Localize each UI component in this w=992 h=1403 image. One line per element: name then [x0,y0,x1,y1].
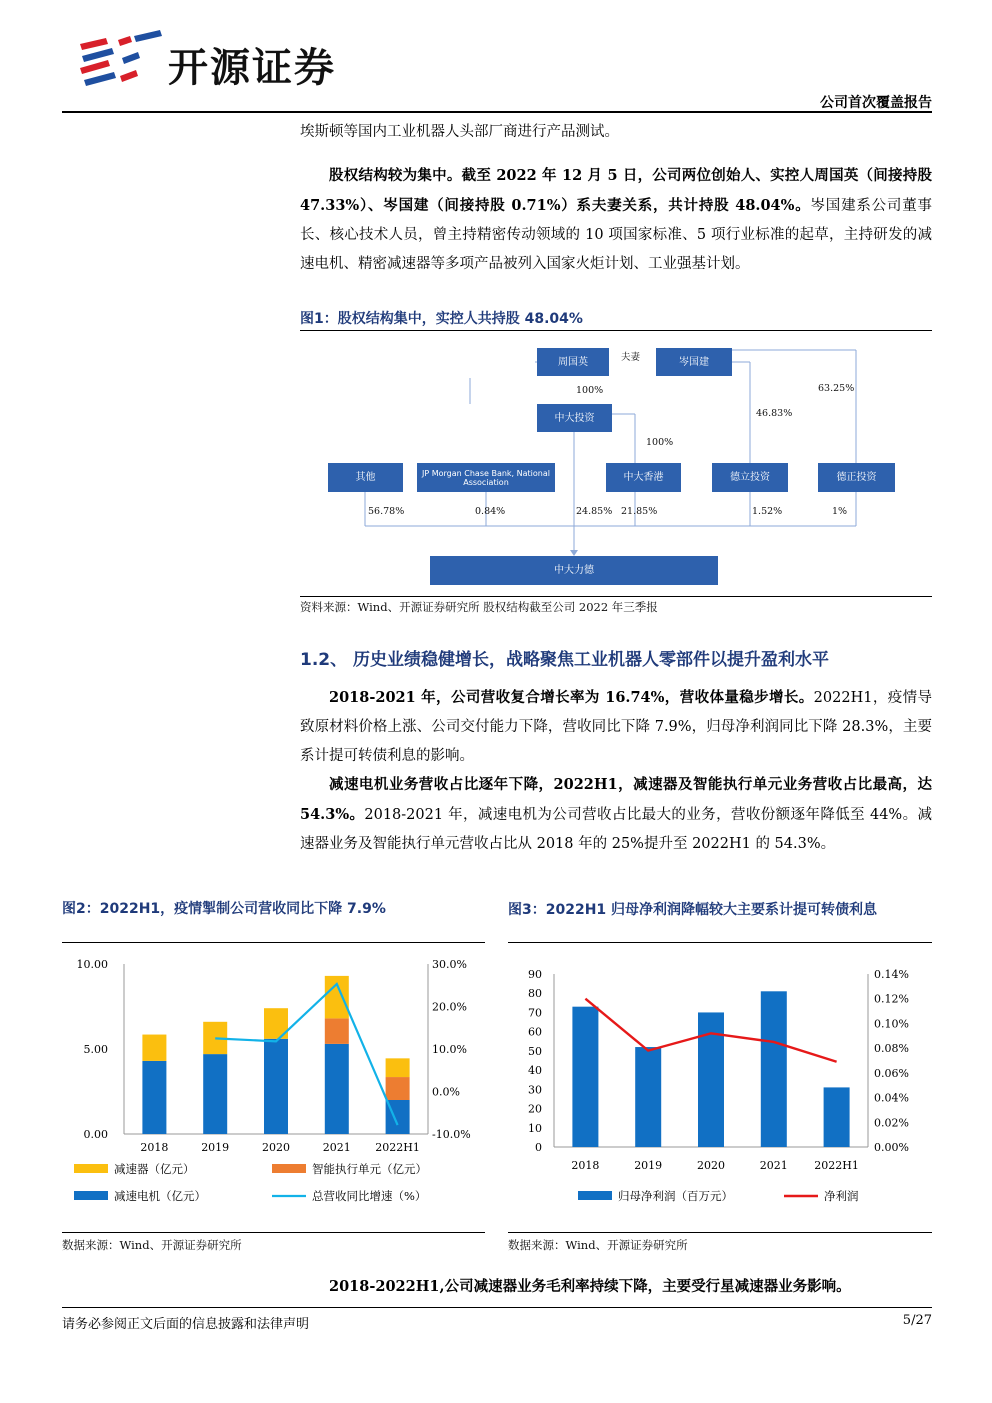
fig3-bar [824,1087,850,1147]
fig2-x-tick: 2022H1 [375,1141,420,1154]
fig2-x-tick: 2021 [322,1141,351,1154]
fig3-title: 图3：2022H1 归母净利润降幅较大主要系计提可转债利息 [508,902,878,918]
fig2-y-left-tick: 0.00 [83,1128,108,1141]
fig3-x-tick: 2021 [759,1159,788,1172]
fig2-legend [74,1162,427,1203]
fig2-legend-swatch [74,1164,108,1173]
fig2-y-left-tick: 10.00 [76,958,108,971]
footer-disclaimer: 请务必参阅正文后面的信息披露和法律声明 [62,1317,310,1332]
fig3-y-left-tick: 0 [535,1141,542,1154]
node-dezheng: 德正投资 [818,463,895,492]
page-number: 5/27 [902,1313,932,1328]
node-cen: 岑国建 [656,348,732,376]
fig3-bar [761,991,787,1147]
fig3-y-right-tick: 0.14% [874,968,909,981]
fig3-y-right-tick: 0.08% [874,1042,909,1056]
revenue-lead: 2018-2021 年，公司营收复合增长率为 16.74%，营收体量稳步增长。 [329,689,814,706]
section-title: 1.2、 历史业绩稳健增长，战略聚焦工业机器人零部件以提升盈利水平 [300,650,830,670]
node-deli: 德立投资 [712,463,788,492]
fig3-y-right-tick: 0.06% [874,1066,909,1080]
report-type: 公司首次覆盖报告 [820,95,932,111]
paragraph-business-mix [300,770,932,859]
fig3-x-tick: 2019 [634,1159,663,1172]
logo-text: 开源证券 [168,45,336,91]
fig3-y-left-tick: 50 [528,1044,542,1058]
fig3-y-left-tick: 20 [528,1102,542,1116]
fig2-y-right-tick: 0.0% [432,1085,460,1099]
paragraph-margin: 2018-2022H1,公司减速器业务毛利率持续下降，主要受行星减速器业务影响。 [329,1278,851,1295]
fig2-x-tick: 2018 [140,1141,169,1154]
fig2-legend-swatch [74,1191,108,1200]
fig3-y-left-tick: 60 [528,1025,542,1039]
fig2-growth-series [215,984,397,1125]
fig3-y-right-tick: 0.04% [874,1091,909,1105]
node-zhongda-lide: 中大力德 [430,556,718,585]
business-rest: 2018-2021 年，减速电机为公司营收占比最大的业务，营收份额逐年降低至 44%。减速器业务及智能执行单元营收占比从 2018 年的 25%提升至 2022H1 的 54.3%。 [300,807,932,852]
fig2-y-right-tick: 30.0% [432,958,467,971]
fig3-bottom-rule [508,1232,932,1233]
label-spouse: 夫妻 [621,352,641,363]
fig3-legend-label: 归母净利润（百万元） [618,1189,733,1203]
node-zhou: 周国英 [537,348,609,376]
fig2-legend-label: 总营收同比增速（%） [312,1189,427,1203]
fig3-y-left-tick: 90 [528,968,542,981]
header-divider [62,111,932,113]
fig2-bar-segment [142,1035,166,1061]
pct-deli: 1.52% [752,506,783,517]
fig3-y-left-tick: 10 [528,1121,542,1135]
paragraph-continuation: 埃斯顿等国内工业机器人头部厂商进行产品测试。 [300,124,619,140]
paragraph-revenue-growth [300,683,932,771]
pct-hk: 21.85% [621,506,658,517]
fig2-bottom-rule [62,1232,485,1233]
fig2-x-tick: 2019 [201,1141,230,1154]
fig3-chart [508,948,932,1230]
logo-mark-icon [78,30,164,92]
ownership-rest: 岑国建系公司董事长、核心技术人员，曾主持精密传动领域的 10 项国家标准、5 项行业标准的起草，主持研发的减速电机、精密减速器等多项产品被列入国家火炬计划、工业强基计划。 [300,198,932,272]
fig3-x-tick: 2020 [697,1159,725,1172]
fig2-legend-label: 减速器（亿元） [114,1162,195,1176]
fig2-bar-segment [325,976,349,1019]
pct-zhou-inv: 100% [576,385,604,396]
pct-inv-hk: 100% [646,437,674,448]
node-zhongda-inv: 中大投资 [537,404,612,432]
fig3-top-rule [508,942,932,943]
fig2-bar-segment [386,1058,410,1077]
company-logo [78,30,164,92]
fig2-legend-label: 减速电机（亿元） [114,1189,206,1203]
fig3-y-left-tick: 30 [528,1083,542,1097]
fig3-legend-swatch [578,1191,612,1200]
fig3-y-left-tick: 40 [528,1064,542,1078]
fig2-bar-segment [264,1039,288,1134]
ownership-diagram [300,336,932,594]
fig2-y-right-tick: 20.0% [432,1000,467,1014]
fig2-bar-segment [386,1077,410,1100]
revenue-rest: 2022H1，疫情导致原材料价格上涨、公司交付能力下降，营收同比下降 7.9%，归母净利润同比下降 28.3%，主要系计提可转债利息的影响。 [300,690,932,764]
fig2-growth-line [215,984,397,1125]
fig2-source: 数据来源：Wind、开源证券研究所 [62,1238,242,1252]
fig3-source: 数据来源：Wind、开源证券研究所 [508,1238,688,1252]
fig3-y-right-tick: 0.10% [874,1017,909,1031]
fig3-y-right-tick: 0.00% [874,1141,909,1154]
paragraph-ownership [300,161,932,279]
fig2-bar-segment [325,1044,349,1134]
pct-jpm: 0.84% [475,506,506,517]
business-lead: 减速电机业务营收占比逐年下降，2022H1，减速器及智能执行单元业务营收占比最高，达 54.3%。 [300,776,932,823]
fig2-bar-segment [142,1061,166,1134]
footer-rule [62,1307,932,1308]
fig3-x-tick: 2022H1 [814,1159,859,1172]
fig1-bottom-rule [300,596,932,597]
fig3-y-left-tick: 80 [528,987,542,1001]
fig2-top-rule [62,942,485,943]
fig3-y-right-tick: 0.12% [874,992,909,1006]
fig3-x-tick: 2018 [571,1159,600,1172]
fig3-bar [635,1047,661,1147]
fig1-top-rule [300,330,932,331]
fig2-title: 图2：2022H1，疫情掣制公司营收同比下降 7.9% [62,901,386,917]
node-zhongda-hk: 中大香港 [606,463,681,492]
fig2-y-right-tick: -10.0% [432,1128,471,1141]
fig3-y-right-tick: 0.02% [874,1116,909,1130]
pct-dezheng: 1% [832,506,848,517]
fig2-chart [62,948,485,1230]
pct-inv: 24.85% [576,506,613,517]
fig2-bars [142,976,409,1134]
node-jpm: JP Morgan Chase Bank, National Association [417,463,555,492]
node-other: 其他 [328,463,403,492]
fig1-title: 图1：股权结构集中，实控人共持股 48.04% [300,311,583,327]
fig3-legend-label: 净利润 [824,1189,859,1203]
fig2-x-tick: 2020 [262,1141,290,1154]
fig2-legend-swatch [272,1164,306,1173]
pct-other: 56.78% [368,506,405,517]
pct-dezheng-owner: 63.25% [818,383,855,394]
fig2-bar-segment [203,1054,227,1134]
fig1-source: 资料来源：Wind、开源证券研究所 股权结构截至公司 2022 年三季报 [300,600,658,614]
fig2-y-left-tick: 5.00 [83,1043,108,1056]
fig2-bar-segment [325,1018,349,1044]
pct-cen-deli: 46.83% [756,408,793,419]
fig3-bars [572,991,849,1147]
ownership-lead: 股权结构较为集中。截至 2022 年 12 月 5 日，公司两位创始人、实控人周国英（间接持股 47.33%）、岑国建（间接持股 0.71%）系夫妻关系，共计持股 48.04%。 [300,167,932,214]
fig2-y-right-tick: 10.0% [432,1043,467,1056]
fig3-legend [578,1189,859,1203]
fig3-y-left-tick: 70 [528,1006,542,1020]
fig2-legend-label: 智能执行单元（亿元） [312,1162,427,1176]
fig3-bar [572,1007,598,1147]
